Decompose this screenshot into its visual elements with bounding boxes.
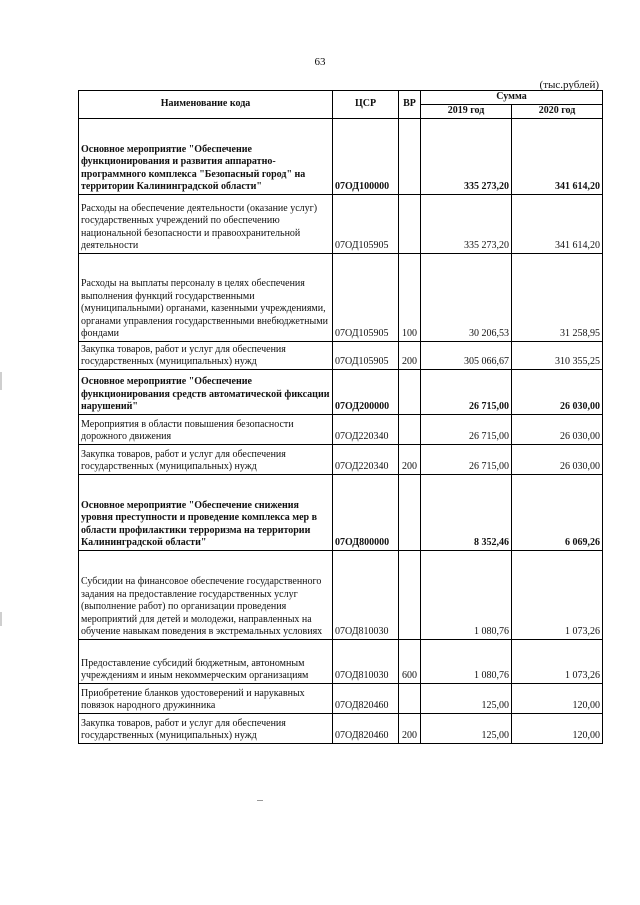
- row-vr: 600: [399, 639, 421, 683]
- table-row: [79, 118, 603, 194]
- row-2019: 335 273,20: [421, 194, 512, 253]
- row-2019: 1 080,76: [421, 639, 512, 683]
- table-row: [79, 253, 603, 341]
- table-row: [79, 550, 603, 639]
- row-name: Субсидии на финансовое обеспечение государственного задания на предоставление государственных услуг (выполнение работ) по организации проведения мероприятий для детей и молодежи, направленных на обучение навыкам поведения в экстремальных условиях: [79, 550, 333, 639]
- row-csr: 07ОД105905: [333, 341, 399, 369]
- unit-note: (тыс.рублей): [539, 79, 599, 91]
- budget-table: [78, 90, 603, 744]
- page-number: 63: [314, 56, 326, 68]
- table-row: [79, 369, 603, 414]
- row-name: Основное мероприятие "Обеспечение снижения уровня преступности и проведение комплекса мер в области профилактики терроризма на территории Калининградской области": [79, 474, 333, 550]
- row-csr: 07ОД810030: [333, 550, 399, 639]
- header-year-2020: 2020 год: [512, 104, 603, 118]
- header-csr: ЦСР: [333, 91, 399, 119]
- row-2019: 305 066,67: [421, 341, 512, 369]
- row-2019: 1 080,76: [421, 550, 512, 639]
- table-row: [79, 713, 603, 743]
- row-2020: 310 355,25: [512, 341, 603, 369]
- header-name: Наименование кода: [79, 91, 333, 119]
- row-csr: 07ОД105905: [333, 253, 399, 341]
- header-vr: ВР: [399, 91, 421, 119]
- row-2019: 8 352,46: [421, 474, 512, 550]
- table-row: [79, 683, 603, 713]
- row-vr: 200: [399, 713, 421, 743]
- row-name: Закупка товаров, работ и услуг для обеспечения государственных (муниципальных) нужд: [79, 713, 333, 743]
- row-vr: [399, 369, 421, 414]
- table-row: [79, 639, 603, 683]
- row-2019: 125,00: [421, 713, 512, 743]
- table-row: [79, 474, 603, 550]
- row-2020: 1 073,26: [512, 639, 603, 683]
- row-vr: [399, 414, 421, 444]
- row-csr: 07ОД820460: [333, 713, 399, 743]
- table-row: [79, 444, 603, 474]
- row-vr: 100: [399, 253, 421, 341]
- row-name: Мероприятия в области повышения безопасности дорожного движения: [79, 414, 333, 444]
- scan-edge-mark: [0, 372, 2, 390]
- row-vr: [399, 118, 421, 194]
- table-row: [79, 341, 603, 369]
- header-sum: Сумма: [421, 91, 603, 105]
- row-2020: 120,00: [512, 683, 603, 713]
- row-2019: 26 715,00: [421, 369, 512, 414]
- row-2019: 125,00: [421, 683, 512, 713]
- row-2020: 26 030,00: [512, 444, 603, 474]
- row-csr: 07ОД800000: [333, 474, 399, 550]
- row-2020: 31 258,95: [512, 253, 603, 341]
- row-vr: 200: [399, 444, 421, 474]
- table-row: [79, 194, 603, 253]
- row-csr: 07ОД105905: [333, 194, 399, 253]
- row-2020: 120,00: [512, 713, 603, 743]
- row-2019: 30 206,53: [421, 253, 512, 341]
- table-row: [79, 414, 603, 444]
- row-2020: 1 073,26: [512, 550, 603, 639]
- row-vr: [399, 194, 421, 253]
- row-2019: 26 715,00: [421, 414, 512, 444]
- row-vr: [399, 474, 421, 550]
- row-vr: [399, 683, 421, 713]
- scan-dash-mark: [257, 800, 263, 801]
- row-csr: 07ОД220340: [333, 444, 399, 474]
- row-2019: 335 273,20: [421, 118, 512, 194]
- header-year-2019: 2019 год: [421, 104, 512, 118]
- row-name: Расходы на обеспечение деятельности (оказание услуг) государственных учреждений по обеспечению национальной безопасности и правоохранительной деятельности: [79, 194, 333, 253]
- row-name: Предоставление субсидий бюджетным, автономным учреждениям и иным некоммерческим организациям: [79, 639, 333, 683]
- row-2020: 341 614,20: [512, 118, 603, 194]
- row-name: Основное мероприятие "Обеспечение функционирования и развития аппаратно-программного комплекса "Безопасный город" на территории Калининградской области": [79, 118, 333, 194]
- row-csr: 07ОД820460: [333, 683, 399, 713]
- row-name: Закупка товаров, работ и услуг для обеспечения государственных (муниципальных) нужд: [79, 444, 333, 474]
- row-csr: 07ОД220340: [333, 414, 399, 444]
- row-name: Основное мероприятие "Обеспечение функционирования средств автоматической фиксации нарушений": [79, 369, 333, 414]
- row-csr: 07ОД200000: [333, 369, 399, 414]
- row-2020: 26 030,00: [512, 414, 603, 444]
- row-2020: 341 614,20: [512, 194, 603, 253]
- row-2020: 26 030,00: [512, 369, 603, 414]
- row-name: Приобретение бланков удостоверений и нарукавных повязок народного дружинника: [79, 683, 333, 713]
- row-csr: 07ОД810030: [333, 639, 399, 683]
- row-vr: [399, 550, 421, 639]
- scan-edge-mark: [0, 612, 2, 626]
- row-2020: 6 069,26: [512, 474, 603, 550]
- row-csr: 07ОД100000: [333, 118, 399, 194]
- row-name: Расходы на выплаты персоналу в целях обеспечения выполнения функций государственными (муниципальными) органами, казенными учреждениями, органами управления государственными внебюджетными фондами: [79, 253, 333, 341]
- row-2019: 26 715,00: [421, 444, 512, 474]
- row-name: Закупка товаров, работ и услуг для обеспечения государственных (муниципальных) нужд: [79, 341, 333, 369]
- row-vr: 200: [399, 341, 421, 369]
